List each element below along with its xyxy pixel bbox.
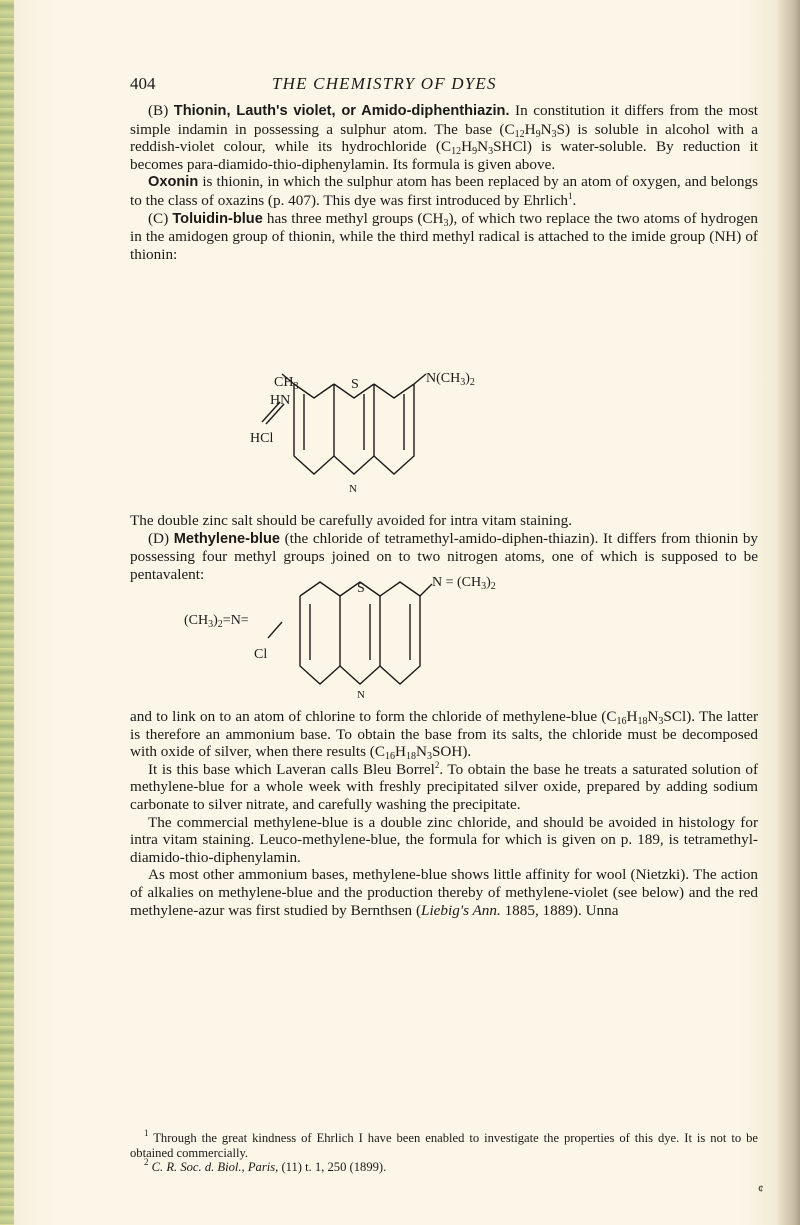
label-dimethylamino: $N(CH_3)_2$ <box>426 371 475 388</box>
text-block-3 <box>130 708 758 919</box>
heading-toluidin-blue: Toluidin-blue <box>172 210 263 227</box>
heading-oxonin: Oxonin <box>148 174 199 191</box>
footnote-1: $^1$ Through the great kindness of Ehrlich I have been enabled to investigate the properties of this dye. It is not to be obtained commercially. <box>130 1128 758 1160</box>
paragraph-methylene-blue: (D) Methylene-blue (the chloride of tetramethyl-amido-diphen-thiazin). It differs from thionin by possessing four methyl groups joined on to two nitrogen atoms, one of which is supposed to be pentavalent: <box>130 529 759 583</box>
page-edge-shadow <box>778 0 800 1225</box>
text-block-2 <box>130 512 758 583</box>
footnotes <box>130 1128 758 1175</box>
label-right-dimethyl: $N = (CH_3)_2$ <box>432 575 496 592</box>
footnote-ref-1: 1 <box>567 190 573 201</box>
label-nitrogen-2: N <box>357 689 365 701</box>
label-sulphur-2: S <box>357 581 365 596</box>
footnote-ref-2: 2 <box>434 759 440 770</box>
methylene-blue-structure <box>170 575 590 702</box>
paragraph-zinc-note: The double zinc salt should be carefully avoided for intra vitam staining. <box>130 512 572 529</box>
page-number: 404 <box>130 74 156 93</box>
label-sulphur: S <box>351 377 359 392</box>
label-left-dimethyl: $(CH_3)_2=N=$ <box>184 613 249 630</box>
paragraph-chloride: and to link on to an atom of chlorine to form the chloride of methylene-blue $(C_{16}H_{18}N_3SCl)$. The latter is therefore an ammonium base. To obtain the base from its salts, the chloride must be decomposed with oxide of silver, when there results $(C_{16}H_{18}N_3SOH)$. <box>130 708 758 763</box>
label-chlorine: Cl <box>254 647 268 662</box>
label-nitrogen: N <box>349 483 357 495</box>
page-header <box>130 74 770 98</box>
citation-liebig: Liebig's Ann. <box>421 901 501 919</box>
methylene-blue-rings <box>268 582 432 684</box>
text-block-1 <box>130 102 758 263</box>
paragraph-ammonium-bases: As most other ammonium bases, methylene-blue shows little affinity for wool (Nietzki). The action of alkalies on methylene-blue and the production thereby of methylene-violet (see below) and the red methylene-azur was first studied by Bernthsen (Liebig's Ann. 1885, 1889). Unna <box>130 866 758 919</box>
paragraph-thionin: (B) Thionin, Lauth's violet, or Amido-diphenthiazin. In constitution it differs from the most simple indamin in possessing a sulphur atom. The base $(C_{12}H_9N_3S)$ is soluble in alcohol with a reddish-violet colour, while its hydrochloride $(C_{12}H_9N_3SHCl)$ is water-soluble. By reduction it becomes para-diamido-thio-diphenylamin. Its formula is given above. <box>130 102 758 173</box>
paragraph-commercial: The commercial methylene-blue is a double zinc chloride, and should be avoided in histology for intra vitam staining. Leuco-methylene-blue, the formula for which is given on p. 189, is tetramethyl-diamido-thio-diphenylamin. <box>130 813 758 866</box>
heading-methylene-blue: Methylene-blue <box>173 530 280 547</box>
label-hn: HN <box>270 393 291 408</box>
toluidin-blue-structure <box>250 371 580 498</box>
label-ch3: $CH_3$ <box>274 375 299 392</box>
footnote-2: $^2$ C. R. Soc. d. Biol., Paris, (11) t. 1, 250 (1899). <box>144 1157 387 1175</box>
paragraph-bleu-borrel: It is this base which Laveran calls Bleu Borrel$^2$. To obtain the base he treats a saturated solution of methylene-blue for a whole week with freshly precipitated silver oxide, prepared by adding sodium carbonate to silver nitrate, and carefully washing the precipitate. <box>130 759 758 813</box>
paragraph-toluidin-blue: (C) Toluidin-blue has three methyl groups $(CH_3)$, of which two replace the two atoms of hydrogen in the amidogen group of thionin, while the third methyl radical is attached to the imide group (NH) of thionin: <box>130 209 758 263</box>
running-title: THE CHEMISTRY OF DYES <box>272 74 497 93</box>
heading-thionin: Thionin, Lauth's violet, or Amido-diphenthiazin. <box>173 103 510 119</box>
book-spine-shadow <box>0 0 14 1225</box>
printer-mark: ¢ <box>758 1183 764 1195</box>
paragraph-oxonin: Oxonin is thionin, in which the sulphur atom has been replaced by an atom of oxygen, and belongs to the class of oxazins (p. 407). This dye was first introduced by Ehrlich$^1$. <box>130 173 758 209</box>
label-hcl: HCl <box>250 431 274 446</box>
